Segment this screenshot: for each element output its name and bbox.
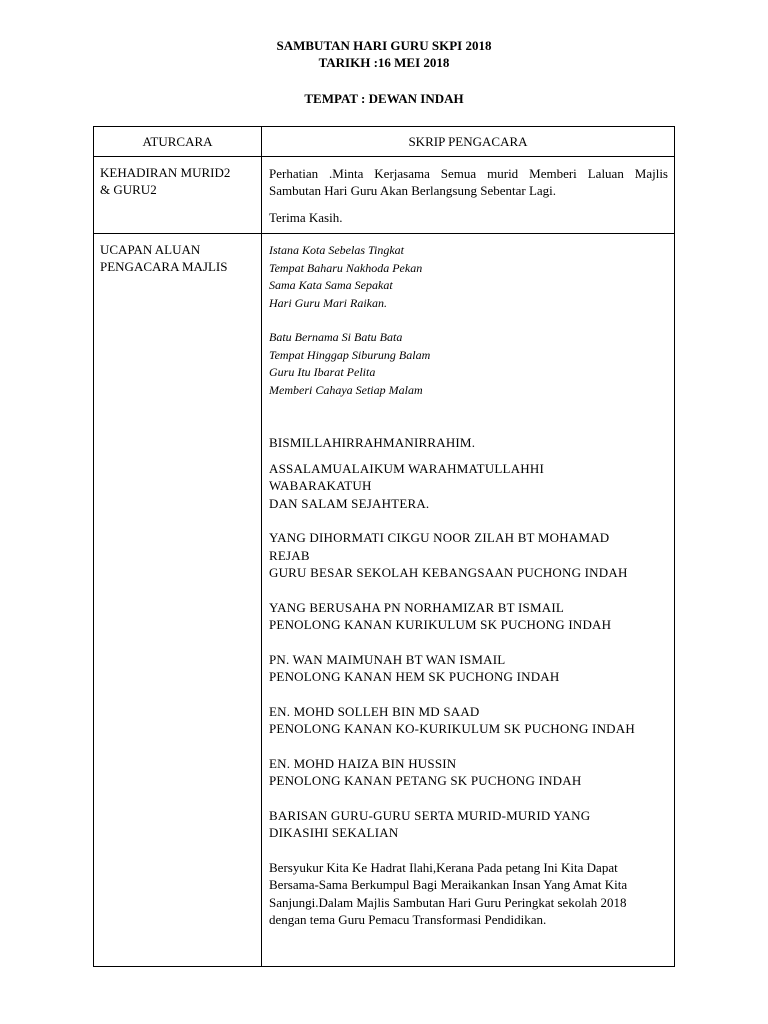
closing-line: Bersama-Sama Berkumpul Bagi Meraikankan Insan Yang Amat Kita (269, 877, 628, 892)
guest-pk-kurikulum (269, 599, 668, 634)
audience-line: BARISAN GURU-GURU SERTA MURID-MURID YANG (269, 807, 591, 823)
pantun-line: Batu Bernama Si Batu Bata (269, 330, 403, 344)
column-header-aturcara: ATURCARA (94, 127, 262, 157)
table-row (94, 157, 675, 234)
guest-line: PENOLONG KANAN PETANG SK PUCHONG INDAH (269, 773, 582, 788)
guest-pk-petang (269, 755, 668, 790)
audience-greeting (269, 807, 668, 842)
table-row (94, 234, 675, 967)
row1-label (94, 157, 262, 234)
row1-thanks: Terima Kasih. (269, 210, 343, 225)
document-title: SAMBUTAN HARI GURU SKPI 2018 (276, 38, 492, 53)
salam-line: ASSALAMUALAIKUM WARAHMATULLAHHI (269, 460, 544, 476)
row2-label (94, 234, 262, 967)
guest-headmaster (269, 529, 668, 582)
row1-announcement: Perhatian .Minta Kerjasama Semua murid Memberi Laluan Majlis Sambutan Hari Guru Akan Berlangsung Sebentar Lagi. (269, 166, 668, 198)
row1-label-line: & GURU2 (100, 182, 157, 197)
document-date: TARIKH :16 MEI 2018 (318, 55, 450, 70)
guest-line: REJAB (269, 547, 310, 563)
row2-label-line: PENGACARA MAJLIS (100, 259, 228, 274)
pantun-line: Sama Kata Sama Sepakat (269, 278, 393, 292)
row1-script (262, 157, 675, 234)
guest-line: YANG BERUSAHA PN NORHAMIZAR BT ISMAIL (269, 599, 564, 615)
pantun-2 (269, 329, 668, 399)
audience-line: DIKASIHI SEKALIAN (269, 825, 399, 840)
closing-line: Bersyukur Kita Ke Hadrat Ilahi,Kerana Pada petang Ini Kita Dapat (269, 859, 618, 875)
row2-label-line: UCAPAN ALUAN (100, 242, 201, 257)
salam-line: WABARAKATUH (269, 478, 372, 493)
guest-line: GURU BESAR SEKOLAH KEBANGSAAN PUCHONG INDAH (269, 565, 628, 580)
program-table (93, 126, 675, 967)
guest-line: PENOLONG KANAN KURIKULUM SK PUCHONG INDAH (269, 617, 612, 632)
closing-line: dengan tema Guru Pemacu Transformasi Pendidikan. (269, 912, 547, 927)
pantun-line: Istana Kota Sebelas Tingkat (269, 243, 404, 257)
salam-line: DAN SALAM SEJAHTERA. (269, 495, 430, 511)
closing-line: Sanjungi.Dalam Majlis Sambutan Hari Guru Peringkat sekolah 2018 (269, 894, 627, 910)
document-venue: TEMPAT : DEWAN INDAH (304, 91, 464, 106)
guest-line: PENOLONG KANAN KO-KURIKULUM SK PUCHONG INDAH (269, 721, 635, 736)
guest-line: PN. WAN MAIMUNAH BT WAN ISMAIL (269, 651, 506, 667)
pantun-line: Memberi Cahaya Setiap Malam (269, 382, 423, 397)
bismillah: BISMILLAHIRRAHMANIRRAHIM. (269, 435, 476, 450)
pantun-line: Tempat Hinggap Siburung Balam (269, 347, 431, 362)
pantun-line: Guru Itu Ibarat Pelita (269, 365, 376, 379)
pantun-1 (269, 242, 668, 312)
guest-line: EN. MOHD HAIZA BIN HUSSIN (269, 755, 457, 771)
pantun-line: Tempat Baharu Nakhoda Pekan (269, 260, 423, 275)
row1-label-line: KEHADIRAN MURID2 (100, 165, 231, 180)
guest-pk-kokurikulum (269, 703, 668, 738)
salam (269, 460, 668, 513)
guest-line: EN. MOHD SOLLEH BIN MD SAAD (269, 703, 480, 719)
row2-script (262, 234, 675, 967)
table-header-row (94, 127, 675, 157)
closing-paragraph (269, 859, 668, 929)
pantun-line: Hari Guru Mari Raikan. (269, 295, 387, 310)
guest-pk-hem (269, 651, 668, 686)
column-header-skrip: SKRIP PENGACARA (262, 127, 675, 157)
guest-line: PENOLONG KANAN HEM SK PUCHONG INDAH (269, 669, 560, 684)
guest-line: YANG DIHORMATI CIKGU NOOR ZILAH BT MOHAMAD (269, 530, 610, 545)
